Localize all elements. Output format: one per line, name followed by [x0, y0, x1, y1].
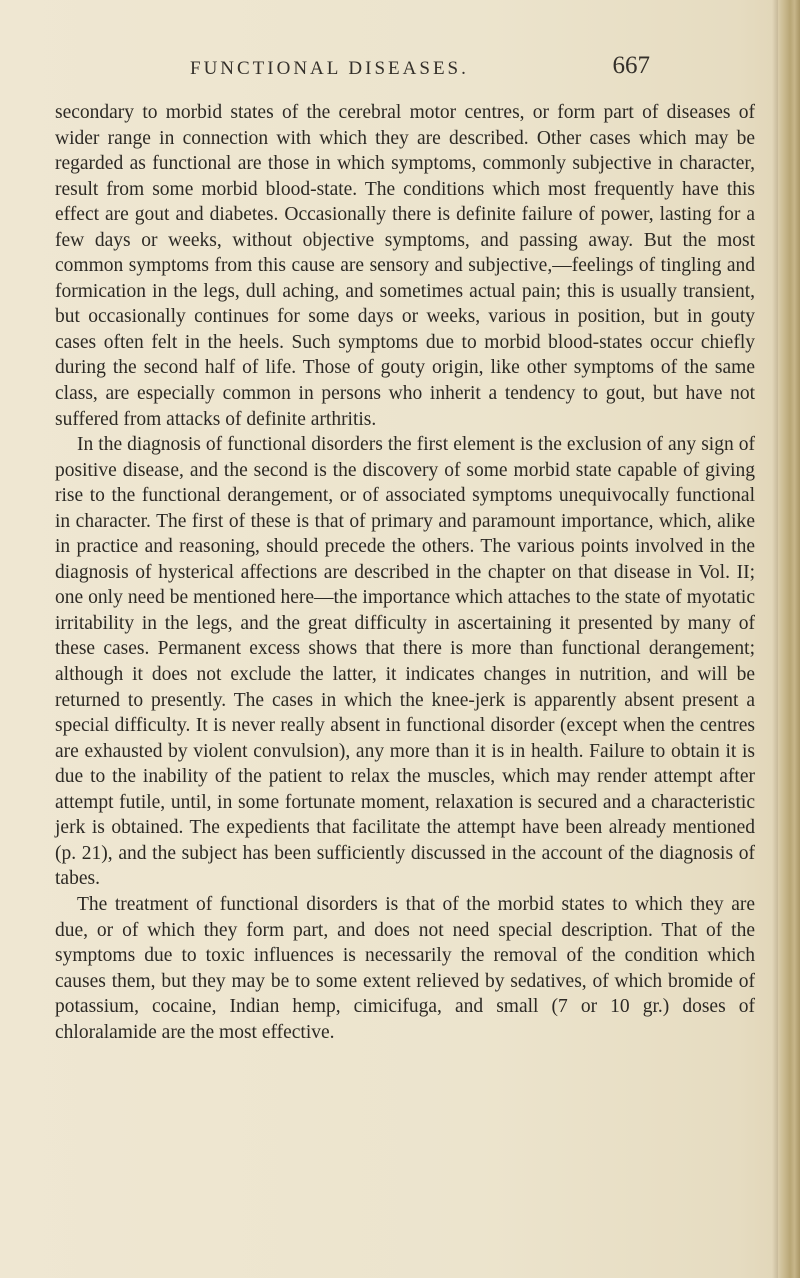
- paragraph: The treatment of functional disorders is that of the morbid states to which they are due, or of which they form part, and does not need special description. That of the symptoms due to toxic influences is necessarily the removal of the condition which causes them, but they may be to some extent relieved by sedatives, of which bromide of potassium, cocaine, Indian hemp, cimicifuga, and small (7 or 10 gr.) doses of chloralamide are the most effective.: [55, 893, 755, 1043]
- page-header: [190, 52, 650, 92]
- paragraph: secondary to morbid states of the cerebral motor centres, or form part of diseases of wider range in connection with which they are described. Other cases which may be regarded as functional are those in which symptoms, commonly subjective in character, result from some morbid blood-state. The conditions which most frequently have this effect are gout and diabetes. Occasionally there is definite failure of power, lasting for a few days or weeks, without objective symptoms, and passing away. But the most common symptoms from this cause are sensory and subjective,—feelings of tingling and formication in the legs, dull aching, and sometimes actual pain; this is usually transient, but occasionally continues for some days or weeks, various in position, but in gouty cases often felt in the heels. Such symptoms due to morbid blood-states occur chiefly during the second half of life. Those of gouty origin, like other symptoms of the same class, are especially common in persons who inherit a tendency to gout, but have not suffered from attacks of definite arthritis.: [55, 102, 755, 430]
- body-text: [55, 100, 755, 1045]
- running-title: FUNCTIONAL DISEASES.: [190, 58, 469, 79]
- paragraph: In the diagnosis of functional disorders the first element is the exclusion of any sign of positive disease, and the second is the discovery of some morbid state capable of giving rise to the functional derangement, or of associated symptoms unequivocally functional in character. The first of these is that of primary and paramount importance, which, alike in practice and reasoning, should precede the others. The various points involved in the diagnosis of hysterical affections are described in the chapter on that disease in Vol. II; one only need be mentioned here—the importance which attaches to the state of myotatic irritability in the legs, and the great difficulty in ascertaining it presented by many of these cases. Permanent excess shows that there is more than functional derangement; although it does not exclude the latter, it indicates changes in nutrition, and will be returned to presently. The cases in which the knee-jerk is apparently absent present a special difficulty. It is never really absent in functional disorder (except when the centres are exhausted by violent convulsion), any more than it is in health. Failure to obtain it is due to the inability of the patient to relax the muscles, which may render attempt after attempt futile, until, in some fortunate moment, relaxation is secured and a characteristic jerk is obtained. The expedients that facilitate the attempt have been already mentioned (p. 21), and the subject has been sufficiently discussed in the account of the diagnosis of tabes.: [55, 434, 755, 890]
- book-binding-edge: [778, 0, 800, 1278]
- page-number: 667: [612, 52, 650, 79]
